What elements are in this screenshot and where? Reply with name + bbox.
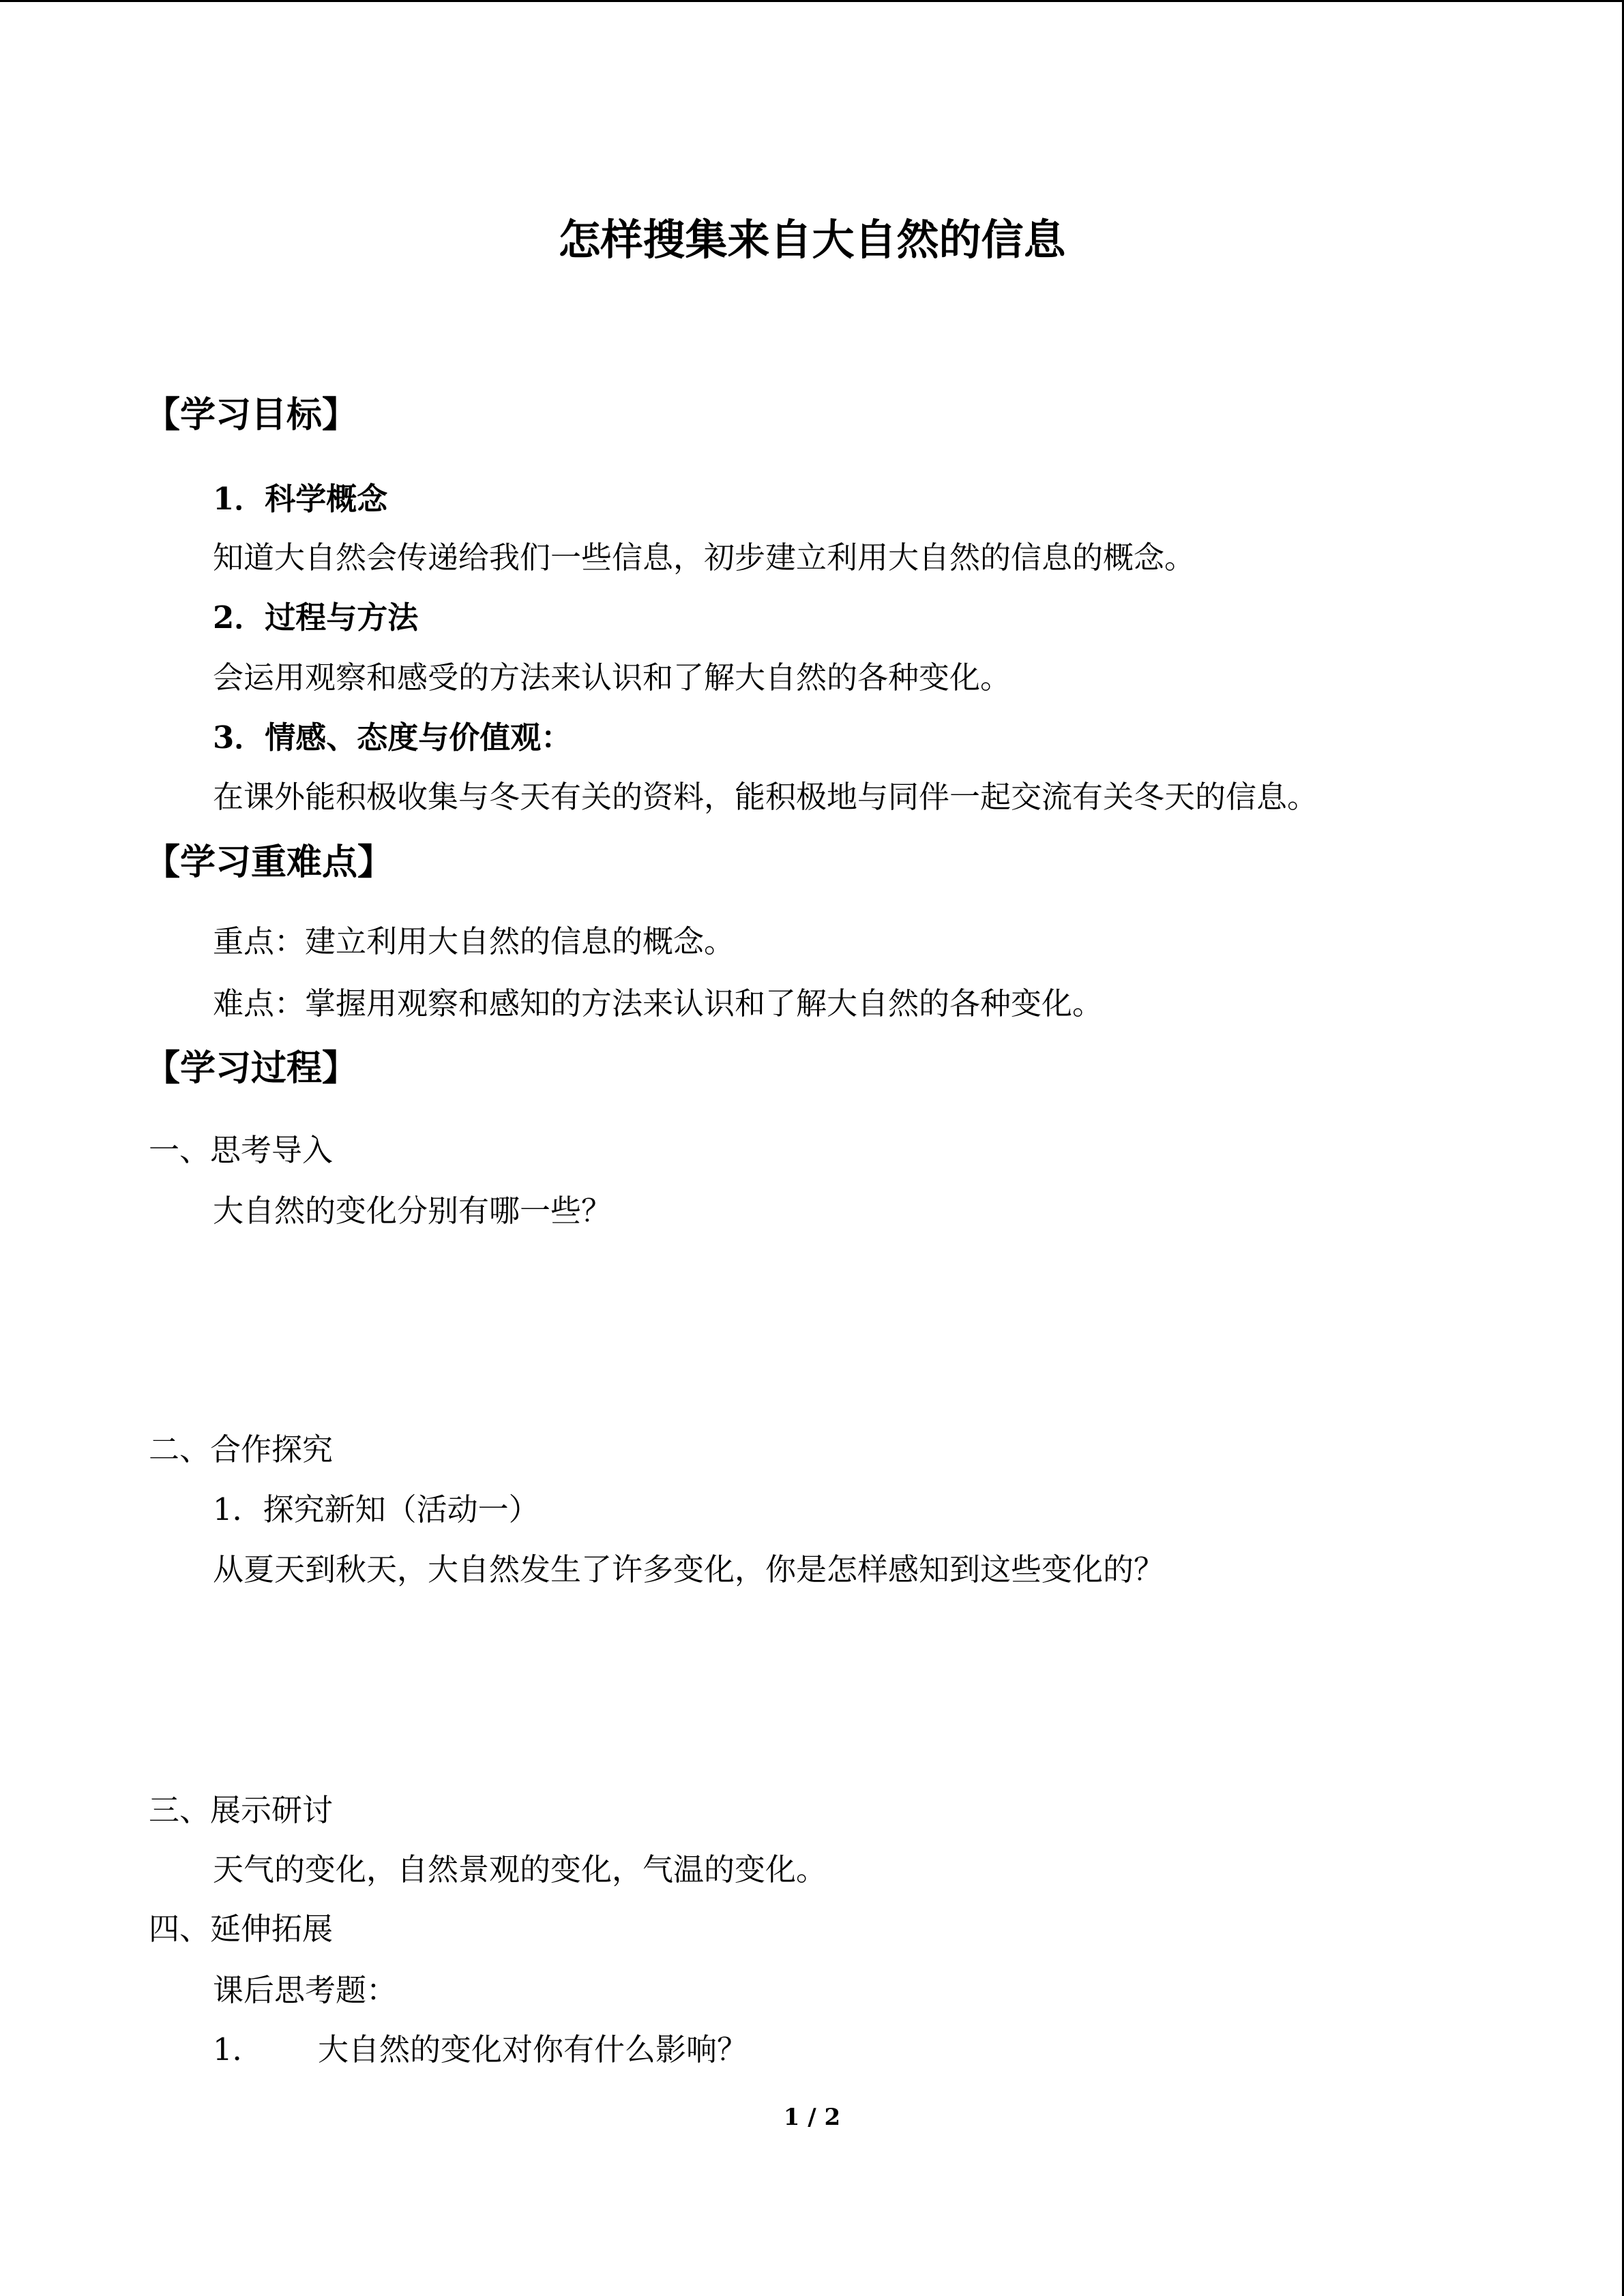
section-1-text: 大自然的变化分别有哪一些？ [213,1193,612,1229]
process-heading: 【学习过程】 [145,1047,358,1089]
section-3-text: 天气的变化，自然景观的变化，气温的变化。 [213,1851,827,1888]
goal-1-text: 知道大自然会传递给我们一些信息，初步建立利用大自然的信息的概念。 [213,539,1196,576]
section-2-activity: 1．探究新知（活动一） [213,1491,540,1527]
section-3-title: 三、展示研讨 [149,1792,334,1828]
goal-1-label: 1．科学概念 [213,481,388,517]
goal-2-label: 2．过程与方法 [213,599,419,636]
goal-3-label: 3．情感、态度与价值观： [213,719,572,756]
section-4-title: 四、延伸拓展 [149,1911,334,1947]
keypoint-difficulty: 难点：掌握用观察和感知的方法来认识和了解大自然的各种变化。 [213,985,1104,1022]
goals-heading: 【学习目标】 [145,394,358,436]
keypoint-focus: 重点：建立利用大自然的信息的概念。 [213,923,735,959]
keypoints-heading: 【学习重难点】 [145,841,394,883]
section-2-text: 从夏天到秋天，大自然发生了许多变化，你是怎样感知到这些变化的？ [213,1551,1165,1587]
page-number: 1 / 2 [783,2104,841,2131]
question-1-text: 大自然的变化对你有什么影响？ [318,2031,748,2068]
question-1-number: 1． [213,2031,263,2068]
section-4-intro: 课后思考题： [213,1972,398,2008]
goal-2-text: 会运用观察和感受的方法来认识和了解大自然的各种变化。 [213,659,1012,696]
goal-3-text: 在课外能积极收集与冬天有关的资料，能积极地与同伴一起交流有关冬天的信息。 [213,779,1318,815]
document-title: 怎样搜集来自大自然的信息 [558,215,1066,265]
section-2-title: 二、合作探究 [149,1431,334,1467]
section-1-title: 一、思考导入 [149,1132,334,1168]
